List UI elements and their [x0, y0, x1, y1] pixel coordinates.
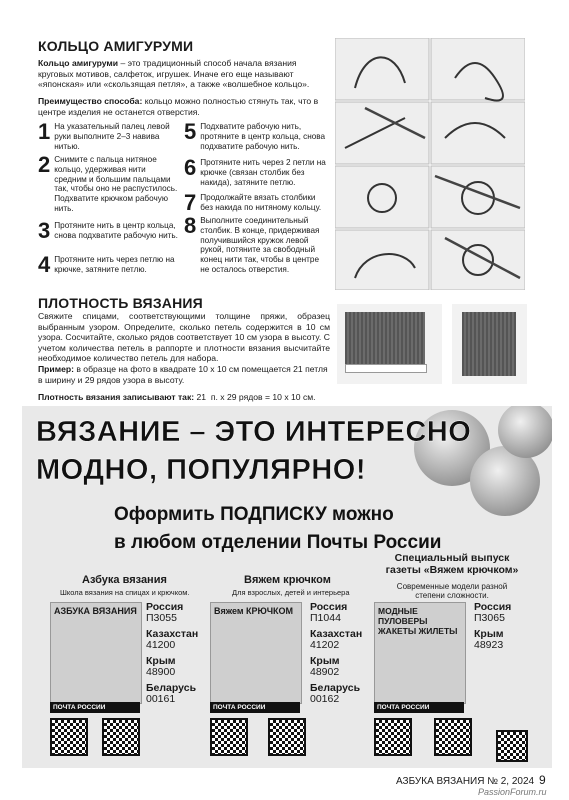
region: Беларусь	[310, 682, 361, 694]
step-text: Протяните нить через 2 петли на крючке (связан столбик без накида), затяните петлю.	[200, 158, 326, 187]
step-6	[184, 155, 329, 193]
swatch-photo-1	[337, 304, 442, 384]
index-code: 48900	[146, 666, 176, 678]
intro-text: – это традиционный способ начала вязания круговых мотивов, салфеток, игрушек. Иначе его еще называют «японская» или «скользящая петля», а также «волшебное кольцо».	[38, 58, 310, 90]
step-3	[38, 218, 180, 255]
swatch-photo-2	[452, 304, 527, 384]
step-number: 6	[184, 155, 197, 180]
region: Крым	[310, 655, 340, 667]
qr-code-icon[interactable]	[102, 718, 140, 756]
index-code: 41200	[146, 639, 176, 651]
index-code: 00161	[146, 693, 176, 705]
mag2-cover	[210, 602, 302, 704]
mag2-sub: Для взрослых, детей и интерьера	[232, 588, 350, 597]
step-8	[184, 213, 329, 275]
step-number: 5	[184, 119, 197, 144]
formula-stitches: 21	[196, 392, 207, 402]
gauge-formula	[38, 392, 338, 403]
page-number: 9	[539, 773, 546, 787]
step-number: 4	[38, 252, 51, 277]
step-4	[38, 252, 180, 277]
gauge-paragraph: Свяжите спицами, соответствующими толщине пряжи, образец выбранным узором. Определите, сколько петель содержится в 10 см узора. Сосчитайте, сколько рядов соответствует 10 см узора в высоту. С учетом количества петель в раппорте и плотности вязания высчитайте необходимое количество петель для набора.	[38, 311, 330, 364]
promo-line-2: МОДНО, ПОПУЛЯРНО!	[36, 454, 366, 486]
region: Казахстан	[310, 628, 363, 640]
qr-code-icon[interactable]	[50, 718, 88, 756]
step-text: Снимите с пальца нитяное кольцо, удерживая нити средним и большим пальцами так, чтобы оно не распустилось. Подхватите крючком рабочую нить.	[54, 155, 178, 213]
special-subtitle: Современные модели разной степени сложности.	[396, 582, 508, 600]
section-title-amigurumi: КОЛЬЦО АМИГУРУМИ	[38, 38, 194, 54]
post-label: ПОЧТА РОССИИ	[50, 702, 140, 713]
mag1-indexes	[146, 602, 198, 705]
step-text: Продолжайте вязать столбики без накида по нитяному кольцу.	[200, 193, 322, 212]
intro-bold: Кольцо амигуруми	[38, 58, 119, 68]
index-code: 48923	[474, 639, 504, 651]
region: Россия	[474, 601, 512, 613]
promo-line-4: в любом отделении Почты России	[114, 532, 442, 553]
mag3-indexes	[474, 602, 511, 651]
ruler-icon	[345, 364, 427, 373]
steps-left	[38, 119, 180, 277]
example-text: в образце на фото в квадрате 10 х 10 см помещается 21 петля в ширину и 29 рядов узора в высоту.	[38, 364, 328, 385]
advantage-bold: Преимущество способа:	[38, 96, 143, 106]
intro-paragraph	[38, 58, 326, 90]
mag3-cover	[374, 602, 466, 704]
mag1-sub: Школа вязания на спицах и крючком.	[60, 588, 190, 597]
mag2-name: Вяжем крючком	[244, 574, 331, 586]
qr-code-icon[interactable]	[268, 718, 306, 756]
footer-magazine: АЗБУКА ВЯЗАНИЯ № 2, 2024	[396, 776, 535, 787]
step-photos-grid	[335, 38, 525, 290]
region: Россия	[146, 601, 184, 613]
advantage-paragraph	[38, 96, 326, 117]
region: Казахстан	[146, 628, 199, 640]
advantage-text: кольцо можно полностью стянуть так, что в центре изделия не останется отверстия.	[38, 96, 319, 117]
step-text: Протяните нить в центр кольца, снова подхватите рабочую нить.	[54, 221, 178, 240]
watermark: PassionForum.ru	[478, 787, 547, 797]
section-title-gauge: ПЛОТНОСТЬ ВЯЗАНИЯ	[38, 295, 203, 311]
region: Россия	[310, 601, 348, 613]
steps-right	[184, 119, 329, 275]
formula-bold: Плотность вязания записывают так:	[38, 392, 195, 402]
yarn-ball-icon	[498, 406, 552, 458]
promo-line-3: Оформить ПОДПИСКУ можно	[114, 504, 394, 525]
step-number: 3	[38, 218, 51, 243]
gauge-example	[38, 364, 330, 385]
step-5	[184, 119, 329, 158]
step-7	[184, 190, 329, 216]
swatch-image	[462, 312, 516, 376]
index-code: 48902	[310, 666, 340, 678]
qr-code-icon[interactable]	[434, 718, 472, 756]
step-number: 2	[38, 152, 51, 177]
region: Крым	[146, 655, 176, 667]
index-code: П3055	[146, 612, 177, 624]
swatch-image	[345, 312, 425, 372]
step-text: Протяните нить через петлю на крючке, затяните петлю.	[54, 255, 175, 274]
mag1-cover	[50, 602, 142, 704]
step-2	[38, 152, 180, 221]
index-code: П1044	[310, 612, 341, 624]
index-code: 41202	[310, 639, 340, 651]
subscription-promo	[22, 406, 552, 768]
step-text: Выполните соединительный столбик. В конце, придерживая получившийся кружок левой рукой, потяните за свободный конец нити так, чтобы в центре не осталось отверстия.	[200, 216, 320, 274]
step-number: 8	[184, 213, 197, 238]
step-photos-illustration	[335, 38, 525, 290]
mag1-cover-title: АЗБУКА ВЯЗАНИЯ	[54, 606, 137, 616]
post-label: ПОЧТА РОССИИ	[374, 702, 464, 713]
example-bold: Пример:	[38, 364, 74, 374]
step-number: 7	[184, 190, 197, 215]
index-code: П3065	[474, 612, 505, 624]
region: Крым	[474, 628, 504, 640]
special-title: Специальный выпуск газеты «Вяжем крючком»	[385, 552, 519, 576]
step-number: 1	[38, 119, 51, 144]
mag1-name: Азбука вязания	[82, 574, 167, 586]
formula-rest: п. х 29 рядов = 10 х 10 см.	[210, 392, 316, 402]
step-1	[38, 119, 180, 155]
mag3-cover-title: МОДНЫЕ ПУЛОВЕРЫ ЖАКЕТЫ ЖИЛЕТЫ	[378, 606, 458, 636]
mag2-cover-title: Вяжем КРЮЧКОМ	[214, 606, 294, 616]
index-code: 00162	[310, 693, 340, 705]
post-label: ПОЧТА РОССИИ	[210, 702, 300, 713]
step-text: Подхватите рабочую нить, протяните в центр кольца, снова подхватите рабочую нить.	[200, 122, 326, 151]
qr-code-icon[interactable]	[374, 718, 412, 756]
step-text: На указательный палец левой руки выполните 2–3 навива нитью.	[54, 122, 170, 151]
promo-line-1: ВЯЗАНИЕ – ЭТО ИНТЕРЕСНО	[36, 416, 472, 448]
region: Беларусь	[146, 682, 197, 694]
qr-code-icon[interactable]	[496, 730, 528, 762]
mag2-indexes	[310, 602, 362, 705]
qr-code-icon[interactable]	[210, 718, 248, 756]
